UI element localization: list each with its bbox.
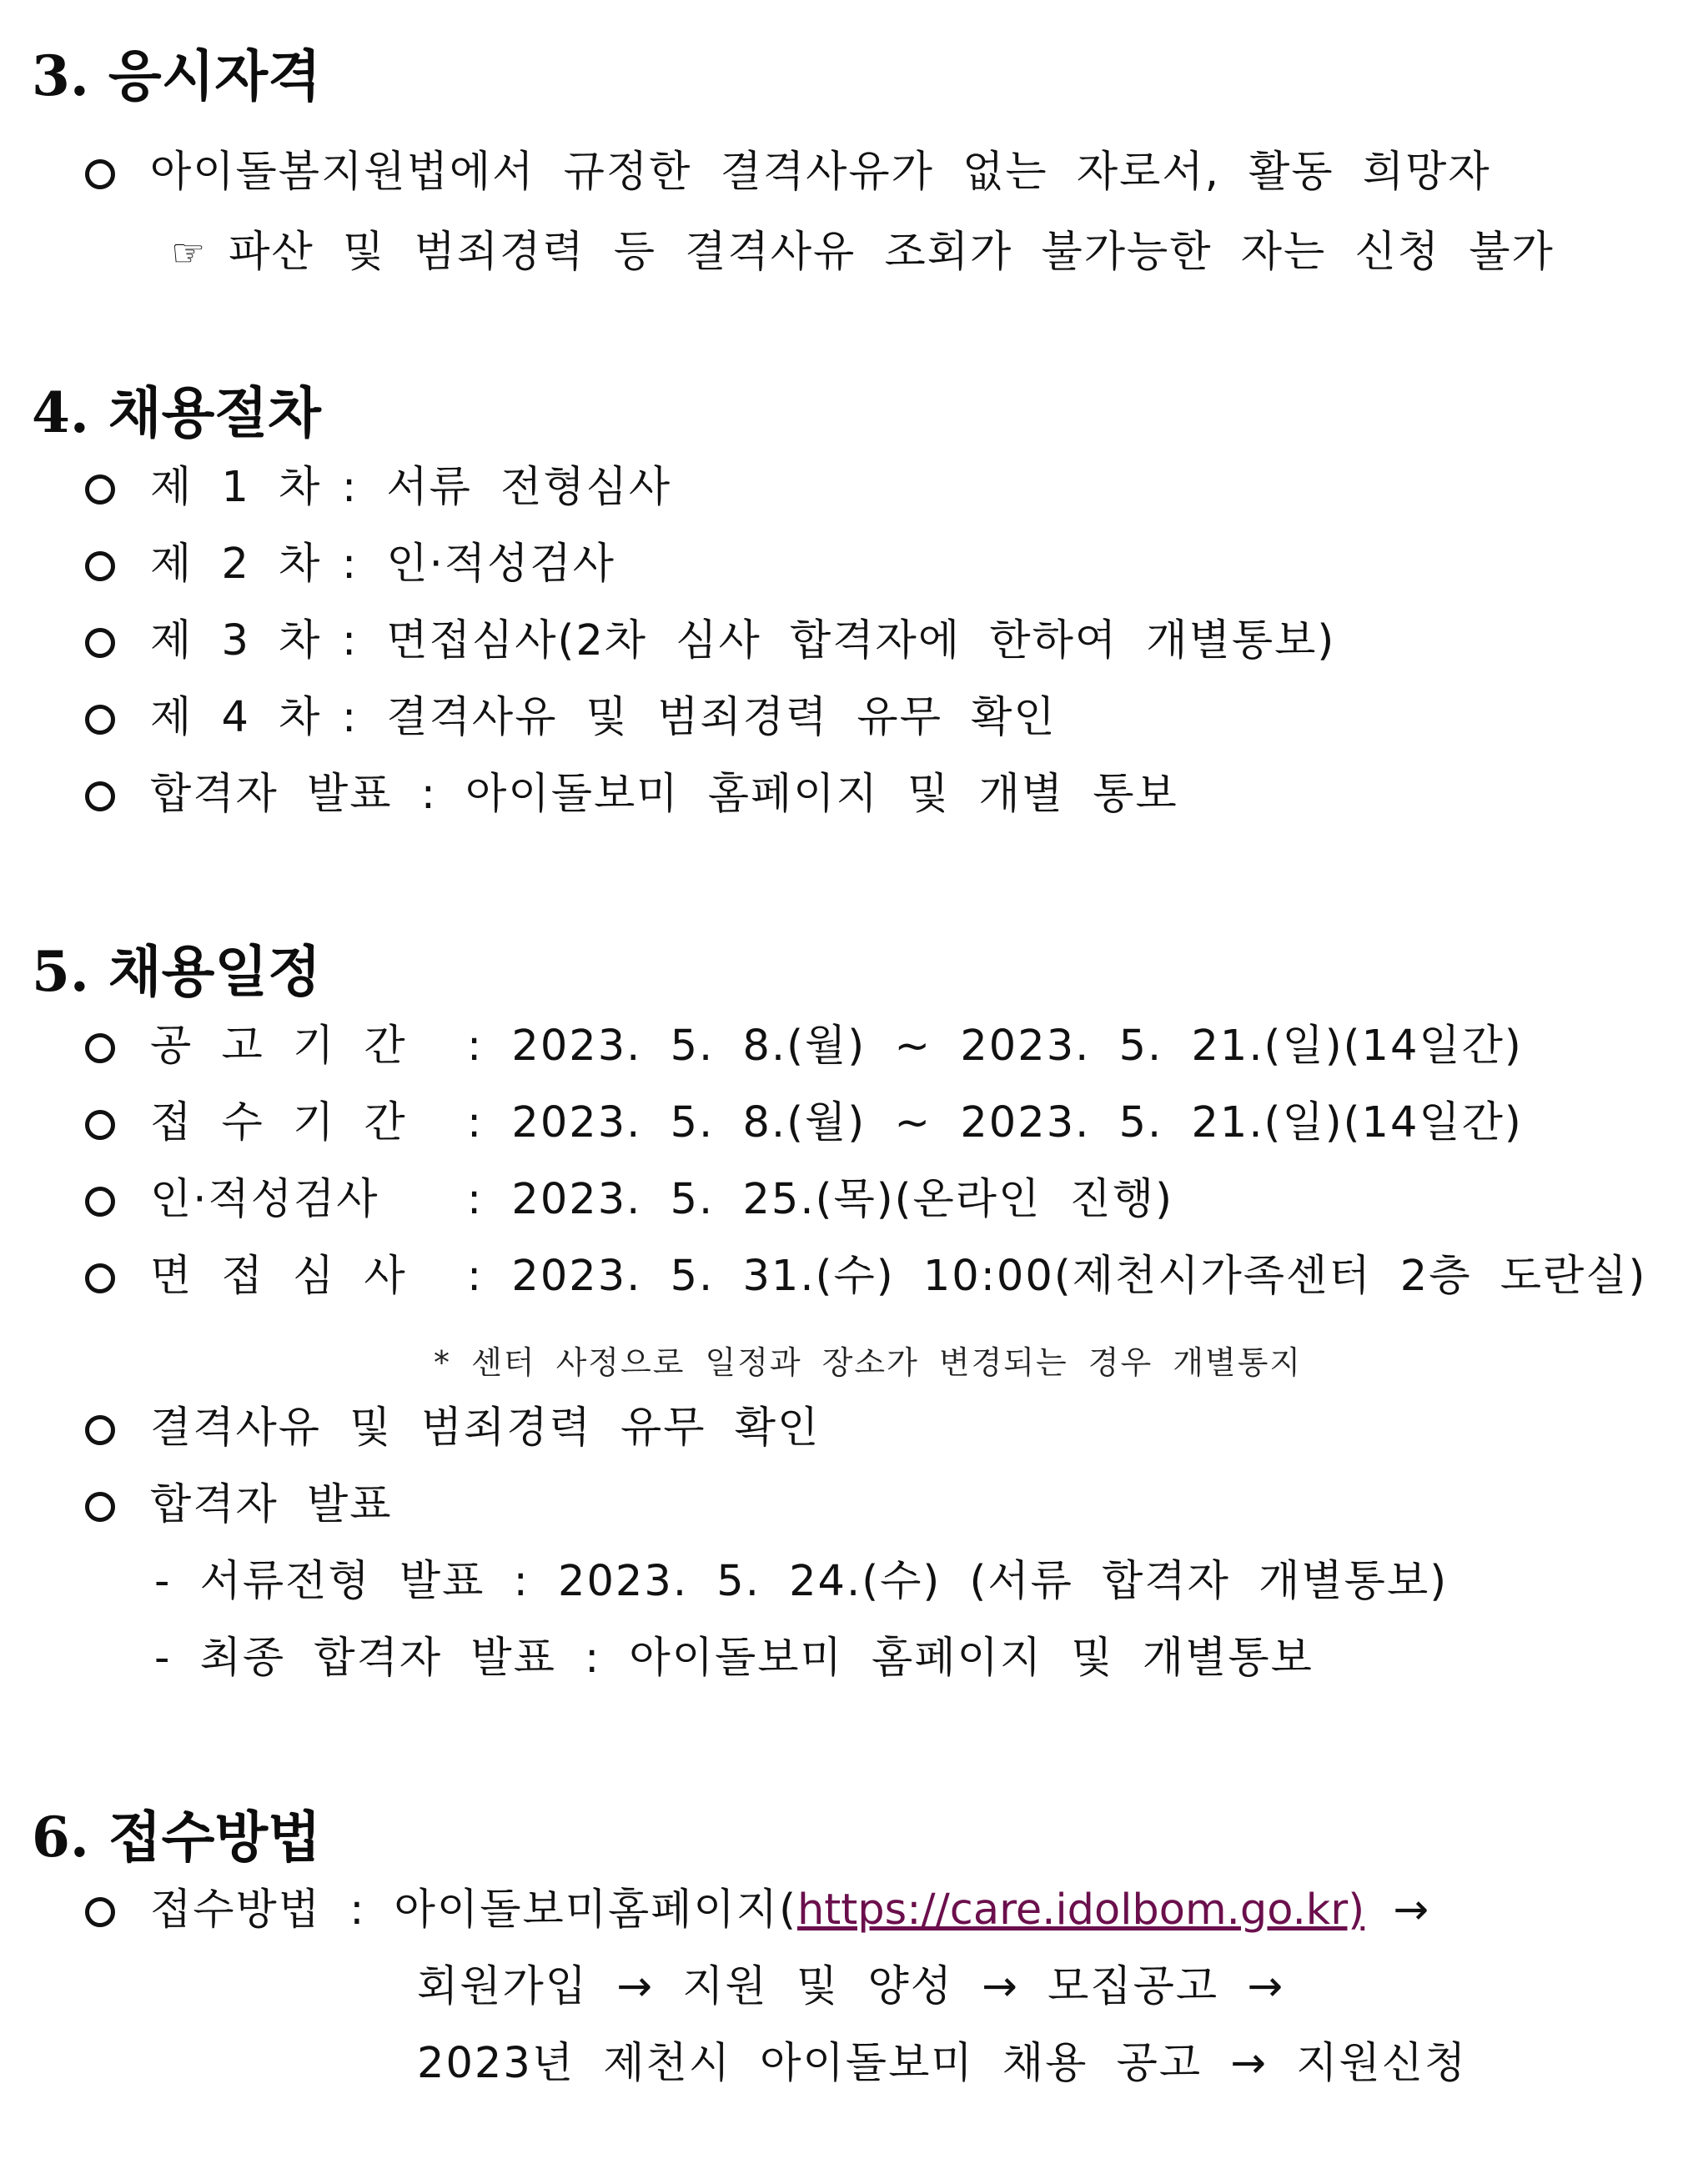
arrow-text: → [1364,1885,1431,1935]
schedule-text: : 2023. 5. 31.(수) 10:00(제천시가족센터 2층 도란실) [467,1252,1647,1301]
procedure-item [85,689,1057,747]
eligibility-note-text: 파산 및 범죄경력 등 결격사유 조회가 불가능한 자는 신청 불가 [229,228,1555,277]
schedule-text: 결격사유 및 범죄경력 유무 확인 [150,1403,821,1453]
schedule-text: : 2023. 5. 8.(월) ~ 2023. 5. 21.(일)(14일간) [467,1098,1523,1147]
circle-bullet-icon [85,1033,115,1063]
eligibility-text: 아이돌봄지원법에서 규정한 결격사유가 없는 자로서, 활동 희망자 [150,148,1491,197]
announcement-sub-item: - 서류전형 발표 : 2023. 5. 24.(수) (서류 합격자 개별통보) [154,1557,1449,1606]
schedule-text: : 2023. 5. 25.(목)(온라인 진행) [467,1175,1173,1224]
homepage-link[interactable]: https://care.idolbom.go.kr) [796,1885,1365,1935]
procedure-label: 제 3 차 [150,616,322,665]
circle-bullet-icon [85,1187,115,1217]
schedule-label: 인·적성검사 [150,1175,379,1224]
circle-bullet-icon [85,1110,115,1140]
application-method-label: 접수방법 : 아이돌보미홈페이지( [150,1885,797,1935]
circle-bullet-icon [85,1415,115,1445]
procedure-label: 합격자 발표 [150,770,393,819]
schedule-label: 공 고 기 간 [150,1022,407,1071]
schedule-label: 면 접 심 사 [150,1252,407,1301]
procedure-label: 제 1 차 [150,463,322,512]
circle-bullet-icon [85,628,115,658]
eligibility-item [85,143,1491,202]
application-steps-line: 회원가입 → 지원 및 양성 → 모집공고 → [417,1962,1285,2011]
procedure-text: : 결격사유 및 범죄경력 유무 확인 [342,693,1057,742]
section-4-title: 4. 채용절차 [32,380,321,445]
application-steps-line: 2023년 제천시 아이돌보미 채용 공고 → 지원신청 [417,2039,1468,2088]
schedule-item [85,1171,1173,1229]
schedule-item [85,1399,820,1458]
procedure-text: : 서류 전형심사 [342,463,672,512]
pointing-hand-icon: ☞ [171,230,208,275]
circle-bullet-icon [85,1263,115,1293]
procedure-text: : 인·적성검사 [342,540,615,589]
procedure-item [85,535,615,594]
schedule-note: * 센터 사정으로 일정과 장소가 변경되는 경우 개별통지 [434,1344,1303,1381]
circle-bullet-icon [85,474,115,505]
schedule-text: 합격자 발표 [150,1480,393,1529]
schedule-item [85,1476,393,1534]
procedure-label: 제 4 차 [150,693,322,742]
schedule-label: 접 수 기 간 [150,1098,407,1147]
announcement-sub-item: - 최종 합격자 발표 : 아이돌보미 홈페이지 및 개별통보 [154,1634,1314,1683]
schedule-item [85,1248,1646,1306]
circle-bullet-icon [85,705,115,735]
procedure-text: : 아이돌보미 홈페이지 및 개별 통보 [420,770,1178,819]
procedure-item [85,459,671,517]
circle-bullet-icon [85,1492,115,1522]
schedule-item [85,1017,1523,1076]
circle-bullet-icon [85,781,115,811]
procedure-item [85,612,1335,670]
procedure-text: : 면접심사(2차 심사 합격자에 한하여 개별통보) [342,616,1336,665]
section-5-title: 5. 채용일정 [32,939,321,1004]
circle-bullet-icon [85,159,115,189]
circle-bullet-icon [85,551,115,581]
procedure-label: 제 2 차 [150,540,322,589]
eligibility-note [171,223,1555,282]
application-method-item [85,1881,1430,1940]
schedule-text: : 2023. 5. 8.(월) ~ 2023. 5. 21.(일)(14일간) [467,1022,1523,1071]
procedure-item [85,766,1178,824]
section-6-title: 6. 접수방법 [32,1805,321,1870]
schedule-item [85,1094,1523,1152]
section-3-title: 3. 응시자격 [32,43,321,108]
circle-bullet-icon [85,1897,115,1927]
